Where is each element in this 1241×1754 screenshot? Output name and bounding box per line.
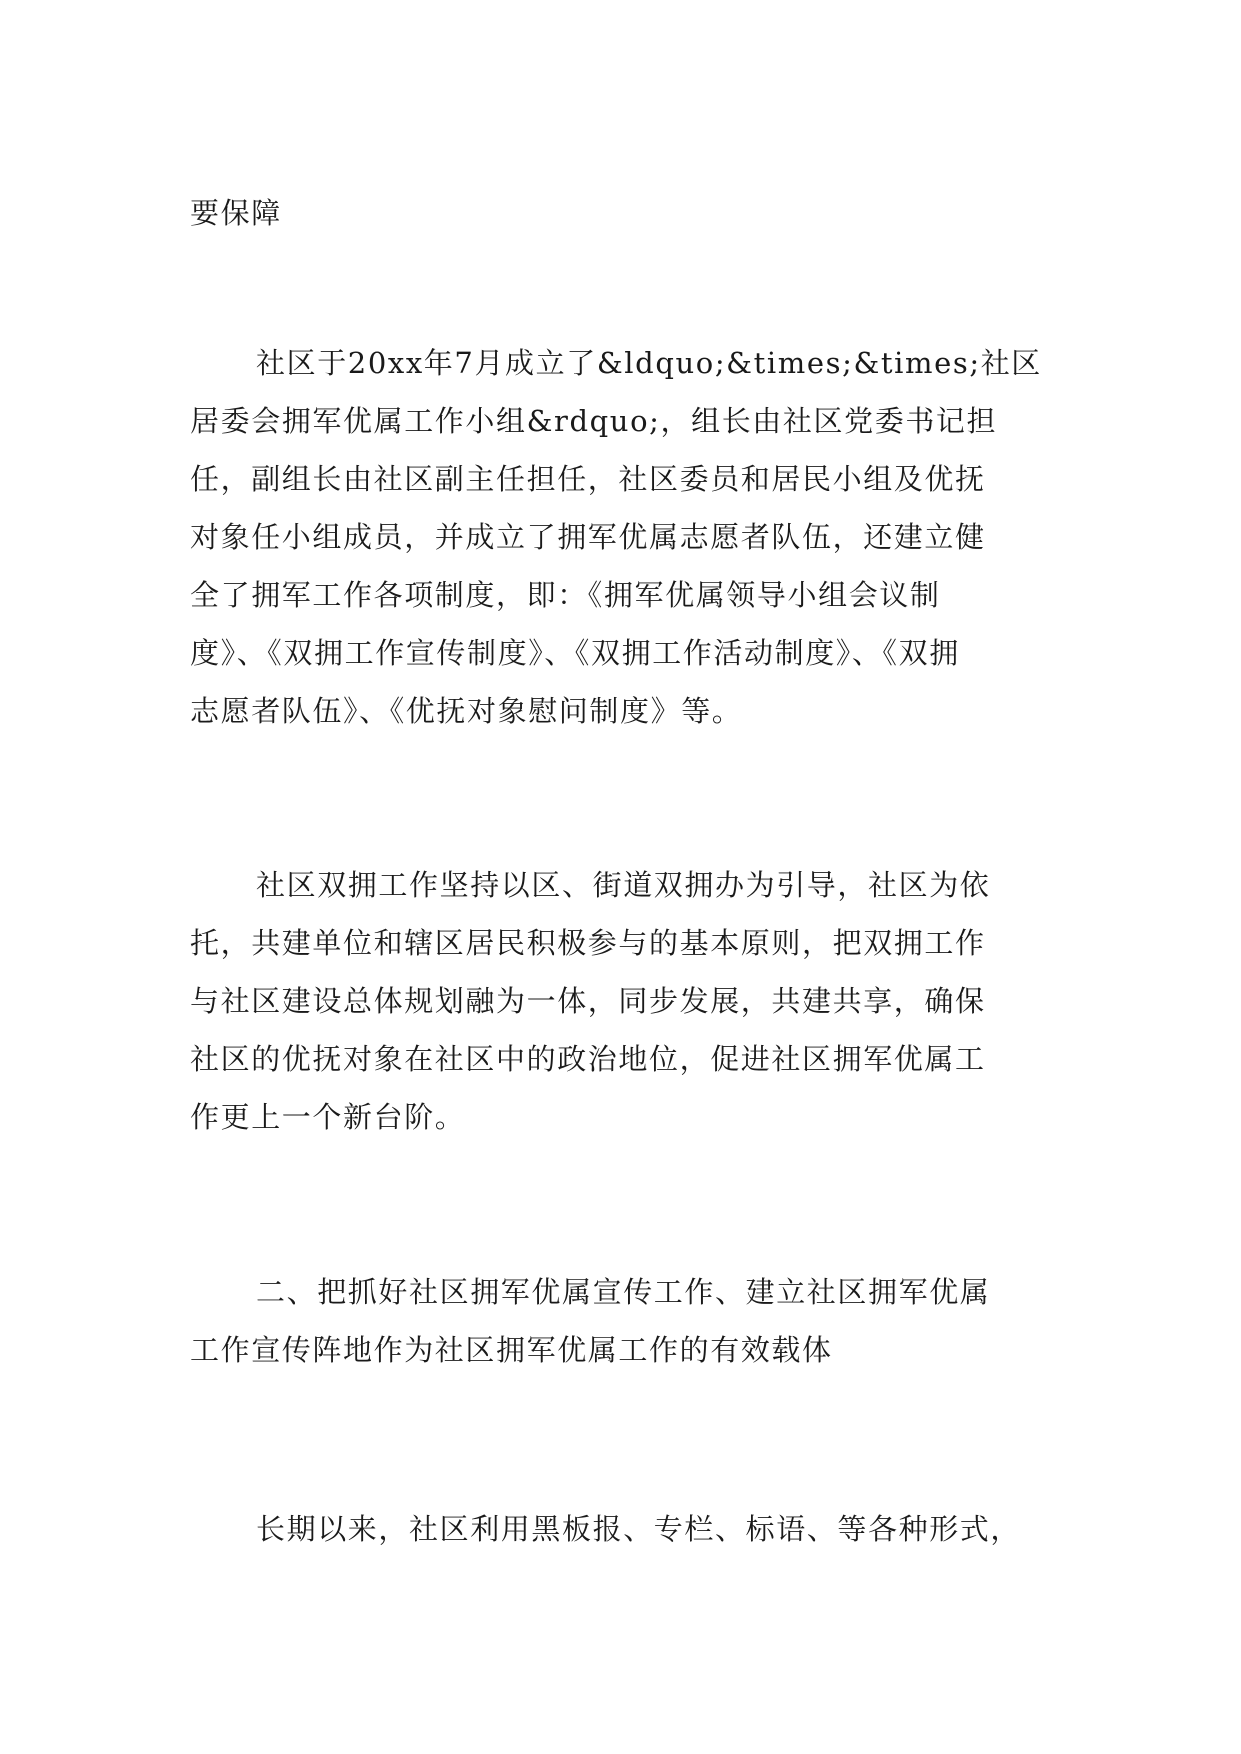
- paragraph-4: [190, 1500, 1052, 1558]
- paragraph-line: 长期以来，社区利用黑板报、专栏、标语、等各种形式，: [256, 1512, 1022, 1546]
- paragraph-line: 工作宣传阵地作为社区拥军优属工作的有效载体: [190, 1333, 833, 1367]
- paragraph-line: 与社区建设总体规划融为一体，同步发展，共建共享，确保: [190, 984, 986, 1018]
- paragraph-line: 任，副组长由社区副主任担任，社区委员和居民小组及优抚: [190, 462, 986, 496]
- paragraph-line: 度》、《双拥工作宣传制度》、《双拥工作活动制度》、《双拥: [190, 636, 960, 670]
- paragraph-line: 社区的优抚对象在社区中的政治地位，促进社区拥军优属工: [190, 1042, 986, 1076]
- paragraph-line: 作更上一个新台阶。: [190, 1100, 466, 1134]
- paragraph-1: [190, 334, 1052, 740]
- paragraph-line: 二、把抓好社区拥军优属宣传工作、建立社区拥军优属: [256, 1275, 991, 1309]
- paragraph-line: 社区于20xx年7月成立了&ldquo;&times;&times;社区: [256, 346, 1042, 380]
- paragraph-line: 志愿者队伍》、《优抚对象慰问制度》等。: [190, 694, 743, 728]
- paragraph-3-heading: [190, 1263, 1052, 1379]
- paragraph-line: 托，共建单位和辖区居民积极参与的基本原则，把双拥工作: [190, 926, 986, 960]
- paragraph-line: 居委会拥军优属工作小组&rdquo;，组长由社区党委书记担: [190, 404, 998, 438]
- paragraph-line: 社区双拥工作坚持以区、街道双拥办为引导，社区为依: [256, 868, 991, 902]
- heading-text: 要保障: [190, 196, 282, 230]
- section-heading: [190, 155, 1052, 271]
- paragraph-line: 全了拥军工作各项制度，即：《拥军优属领导小组会议制: [190, 578, 941, 612]
- paragraph-line: 对象任小组成员，并成立了拥军优属志愿者队伍，还建立健: [190, 520, 986, 554]
- paragraph-2: [190, 856, 1052, 1146]
